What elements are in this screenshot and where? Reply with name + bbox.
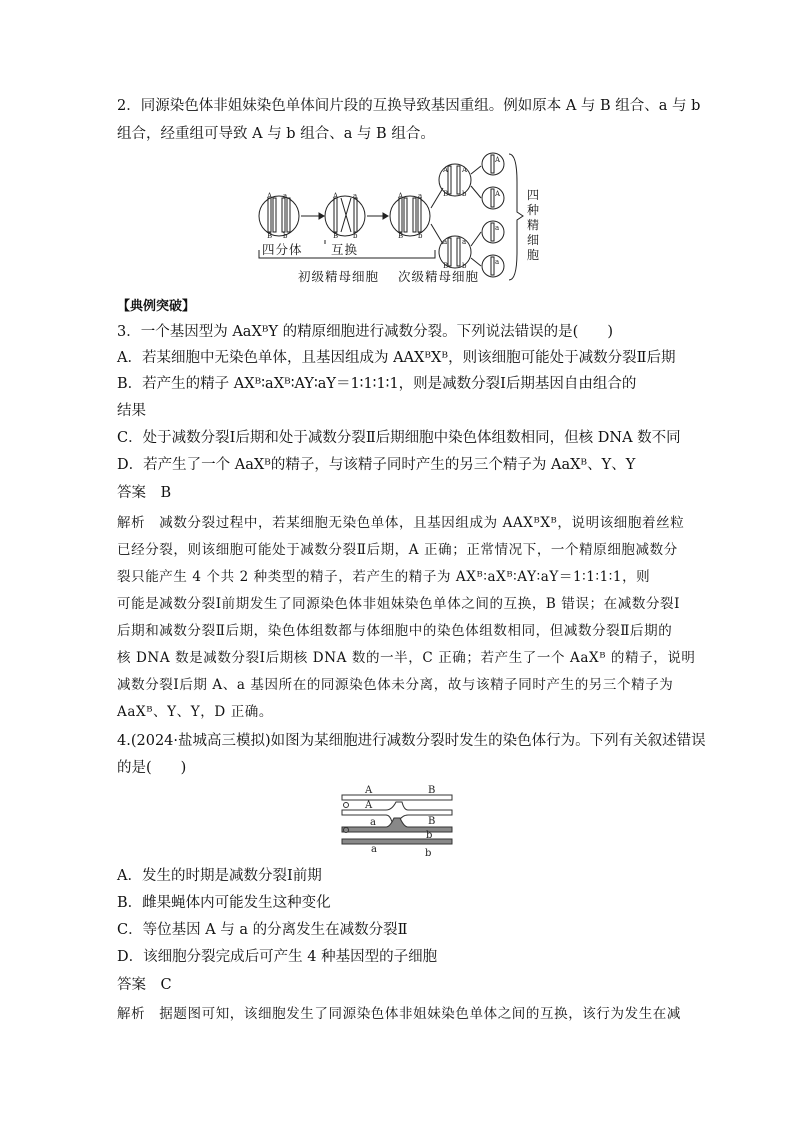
svg-text:b: b (462, 190, 467, 198)
section-title: 【典例突破】 (117, 299, 196, 314)
q3-option-a: A．若某细胞中无染色单体，且基因组成为 AAXᴮXᴮ，则该细胞可能处于减数分裂Ⅱ后期 (117, 350, 676, 366)
gene-b-bottom: b (425, 848, 432, 859)
svg-text:a: a (495, 258, 500, 266)
svg-text:A: A (495, 156, 501, 164)
svg-text:a: a (443, 238, 448, 246)
q4-explanation-line: 解析 据题图可知，该细胞发生了同源染色体非姐妹染色单体之间的互换，该行为发生在减 (117, 1006, 681, 1022)
svg-text:a: a (418, 192, 423, 200)
svg-text:A: A (462, 166, 468, 174)
gene-A-top: A (365, 785, 373, 796)
q3-option-c: C．处于减数分裂Ⅰ后期和处于减数分裂Ⅱ后期细胞中染色体组数相同，但核 DNA 数不同 (117, 430, 681, 446)
side-label-char: 细 (526, 233, 539, 247)
gene-A-mid: A (365, 800, 373, 811)
q4-option-a: A．发生的时期是减数分裂Ⅰ前期 (117, 868, 322, 884)
label-primary-spermatocyte: 初级精母细胞 (298, 269, 380, 284)
label-exchange: 互换 (331, 242, 359, 257)
q3-stem: 3．一个基因型为 AaXᴮY 的精原细胞进行减数分裂。下列说法错误的是( ) (117, 324, 613, 340)
q3-explanation-line: 已经分裂，则该细胞可能处于减数分裂Ⅱ后期，A 正确；正常情况下，一个精原细胞减数分 (117, 542, 678, 558)
svg-text:A: A (267, 192, 273, 200)
svg-text:a: a (495, 224, 500, 232)
q3-explanation-line: 减数分裂Ⅰ后期 A、a 基因所在的同源染色体未分离，故与该精子同时产生的另三个精子为 (117, 677, 674, 693)
label-secondary-spermatocyte: 次级精母细胞 (398, 269, 480, 284)
gene-a-mid: a (370, 817, 376, 828)
svg-text:b: b (418, 232, 423, 240)
svg-text:a: a (283, 192, 288, 200)
gene-b-mid: b (426, 830, 433, 841)
side-label (526, 188, 540, 263)
gene-B-mid: B (428, 816, 436, 827)
q4-stem-line1: 4.(2024·盐城高三模拟)如图为某细胞进行减数分裂时发生的染色体行为。下列有关叙述错误 (117, 733, 706, 749)
svg-text:b: b (353, 232, 358, 240)
side-label-char: 精 (526, 218, 539, 232)
svg-text:B: B (398, 232, 404, 240)
side-label-char: 四 (526, 188, 539, 202)
q4-option-c: C．等位基因 A 与 a 的分离发生在减数分裂Ⅱ (117, 922, 408, 938)
svg-text:A: A (443, 166, 449, 174)
q3-option-b-line1: B．若产生的精子 AXᴮ∶aXᴮ∶AY∶aY＝1∶1∶1∶1，则是减数分裂Ⅰ后期基因自由组合的 (117, 376, 637, 392)
svg-text:a: a (353, 192, 358, 200)
label-tetrad: 四分体 (262, 242, 303, 257)
svg-text:B: B (443, 190, 449, 198)
crossover-diagram (338, 786, 458, 858)
q3-option-b-line2: 结果 (117, 403, 146, 419)
q3-explanation-line: AaXᴮ、Y、Y，D 正确。 (117, 704, 273, 720)
q3-explanation-line: 解析 减数分裂过程中，若某细胞无染色单体，且基因组成为 AAXᴮXᴮ，说明该细胞着丝粒 (117, 515, 685, 531)
svg-text:B: B (443, 262, 449, 270)
q3-explanation-line: 后期和减数分裂Ⅱ后期，染色体组数都与体细胞中的染色体组数相同，但减数分裂Ⅱ后期的 (117, 623, 673, 639)
q4-answer: 答案 C (117, 977, 172, 993)
svg-text:a: a (462, 238, 467, 246)
q4-stem-line2: 的是( ) (117, 760, 187, 776)
svg-text:A: A (333, 192, 339, 200)
side-label-char: 胞 (526, 248, 539, 262)
svg-text:B: B (267, 232, 273, 240)
q3-explanation-line: 可能是减数分裂Ⅰ前期发生了同源染色体非姐妹染色单体之间的互换，B 错误；在减数分裂Ⅰ (117, 596, 681, 612)
para2-line1: 2．同源染色体非姐妹染色单体间片段的互换导致基因重组。例如原本 A 与 B 组合、a 与 b (117, 98, 701, 114)
gene-a-bottom: a (371, 844, 377, 855)
svg-text:b: b (462, 262, 467, 270)
q3-explanation-line: 核 DNA 数是减数分裂Ⅰ后期核 DNA 数的一半，C 正确；若产生了一个 AaXᴮ 的精子，说明 (117, 650, 696, 666)
gene-B-top: B (428, 785, 436, 796)
q4-option-b: B．雌果蝇体内可能发生这种变化 (117, 895, 331, 911)
svg-text:A: A (495, 190, 501, 198)
side-label-char: 种 (526, 203, 539, 217)
svg-text:b: b (283, 232, 288, 240)
svg-text:A: A (398, 192, 404, 200)
svg-text:B: B (333, 232, 339, 240)
q3-explanation-line: 裂只能产生 4 个共 2 种类型的精子，若产生的精子为 AXᴮ∶aXᴮ∶AY∶aY＝1∶1∶1∶1，则 (117, 569, 651, 585)
q3-option-d: D．若产生了一个 AaXᴮ的精子，与该精子同时产生的另三个精子为 AaXᴮ、Y、Y (117, 457, 636, 473)
q3-answer: 答案 B (117, 485, 172, 501)
q4-option-d: D．该细胞分裂完成后可产生 4 种基因型的子细胞 (117, 949, 438, 965)
para2-line2: 组合，经重组可导致 A 与 b 组合、a 与 B 组合。 (117, 126, 435, 142)
